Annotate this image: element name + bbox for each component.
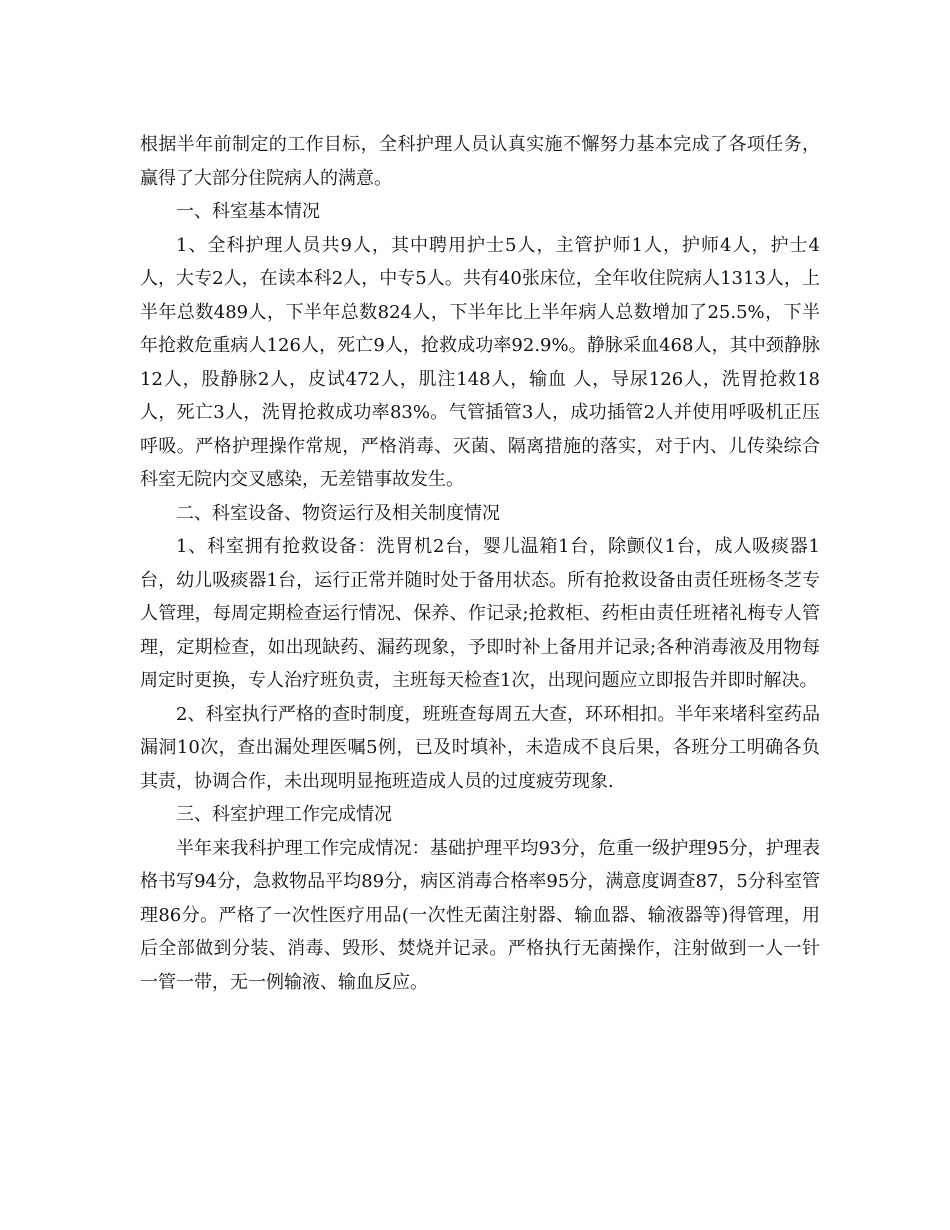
section-heading-3: 三、科室护理工作完成情况	[176, 804, 392, 825]
body-paragraph: 1、全科护理人员共9人，其中聘用护士5人，主管护师1人，护师4人，护士4人，大专2人，在读本科2人，中专5人。共有40张床位，全年收住院病人1313人，上半年总数489人，下半年总数824人，下半年比上半年病人总数增加了25.5%，下半年抢救危重病人126人，死亡9人，抢救成功率92.9%。静脉采血468人，其中颈静脉12人，股静脉2人，皮试472人，肌注148人，输血 人，导尿126人，洗胃抢救18人，死亡3人，洗胃抢救成功率83%。气管插管3人，成功插管2人并使用呼吸机正压呼吸。严格护理操作常规，严格消毒、灭菌、隔离措施的落实，对于内、儿传染综合科室无院内交叉感染，无差错事故发生。	[140, 234, 820, 490]
body-paragraph: 半年来我科护理工作完成情况：基础护理平均93分，危重一级护理95分，护理表格书写94分，急救物品平均89分，病区消毒合格率95分，满意度调查87，5分科室管理86分。严格了一次性医疗用品(一次性无菌注射器、输血器、输液器等)得管理，用后全部做到分装、消毒、毁形、焚烧并记录。严格执行无菌操作，注射做到一人一针一管一带，无一例输液、输血反应。	[140, 837, 820, 993]
section-heading-1: 一、科室基本情况	[176, 201, 320, 222]
document-body	[140, 128, 820, 999]
body-paragraph: 1、科室拥有抢救设备：洗胃机2台，婴儿温箱1台，除颤仪1台，成人吸痰器1台，幼儿吸痰器1台，运行正常并随时处于备用状态。所有抢救设备由责任班杨冬芝专人管理，每周定期检查运行情况、保养、作记录;抢救柜、药柜由责任班褚礼梅专人管理，定期检查，如出现缺药、漏药现象，予即时补上备用并记录;各种消毒液及用物每周定时更换，专人治疗班负责，主班每天检查1次，出现问题应立即报告并即时解决。	[140, 536, 820, 691]
intro-paragraph: 根据半年前制定的工作目标，全科护理人员认真实施不懈努力基本完成了各项任务，赢得了大部分住院病人的满意。	[140, 134, 820, 189]
section-heading-2: 二、科室设备、物资运行及相关制度情况	[176, 502, 500, 524]
body-paragraph: 2、科室执行严格的查时制度，班班查每周五大查，环环相扣。半年来堵科室药品漏洞10次，查出漏处理医嘱5例，已及时填补，未造成不良后果，各班分工明确各负其责，协调合作，未出现明显拖班造成人员的过度疲劳现象.	[140, 703, 820, 792]
